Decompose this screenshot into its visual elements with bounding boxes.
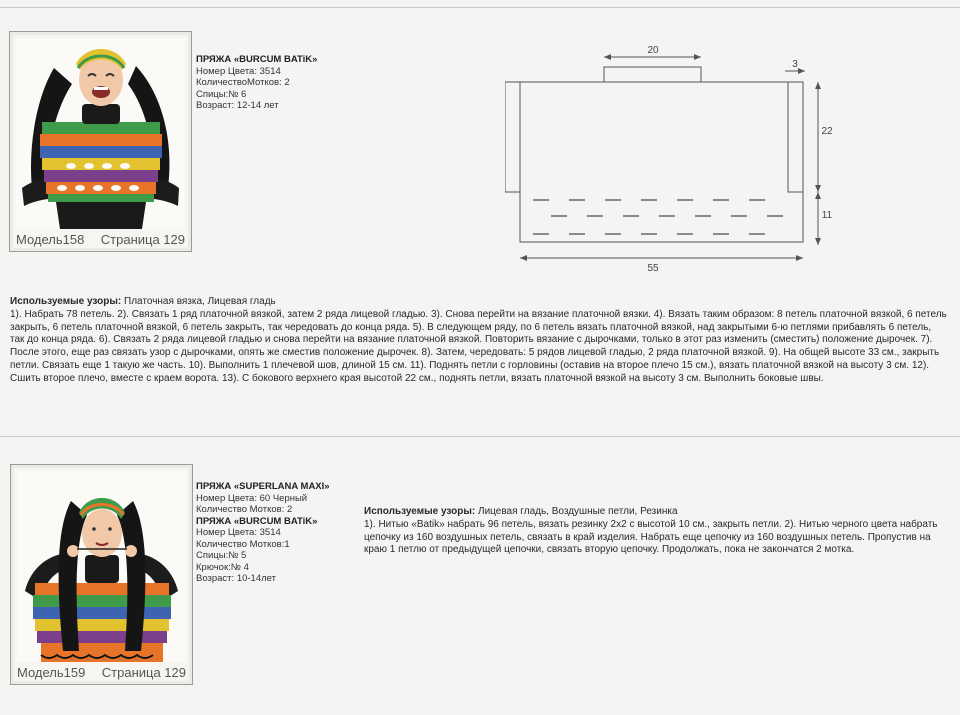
girl-poncho-illustration	[17, 471, 186, 662]
dim-bottom: 55	[647, 263, 659, 274]
model-158-page: Страница 129	[100, 231, 185, 247]
yarn-skeins: КоличествоМотков: 2	[196, 77, 290, 88]
pattern-1-instructions	[10, 296, 948, 386]
model-158-yarn-info	[196, 54, 356, 112]
model-159-photo-card	[10, 464, 193, 685]
hook: Крючок:№ 4	[196, 561, 249, 573]
yarn-title-1: ПРЯЖА «SUPERLANA MAXI»	[196, 481, 330, 492]
dim-small-right: 3	[792, 59, 798, 70]
yarn-1-color: Номер Цвета: 60 Черный	[196, 492, 308, 504]
dim-lower-height: 11	[821, 210, 833, 221]
dim-upper-height: 22	[821, 126, 833, 137]
top-rule	[0, 7, 960, 8]
pattern-2-text: 1). Нитью «Batik» набрать 96 петель, вязать резинку 2x2 с высотой 10 см., закрыть петли. 2). Нитью черного цвета набрать цепочку из 160 воздушных петель, связать в край изделия. Набрать еще цепочку из 160 воздушных петель. Пропустив на краю 1 петлю от предыдущей цепочки, связать вторую цепочку. Продолжать, пока не закончатся 2 мотка.	[364, 518, 938, 556]
pattern-2-label: Используемые узоры:	[364, 506, 476, 517]
pattern-1-stitches: Платочная вязка, Лицевая гладь	[121, 296, 276, 307]
yarn-color: Номер Цвета: 3514	[196, 65, 281, 77]
model-159-page: Страница 129	[101, 664, 186, 680]
yarn-1-skeins: Количество Мотков: 2	[196, 504, 293, 515]
model-159-yarn-info	[196, 481, 366, 585]
girl-sweater-illustration	[16, 38, 185, 229]
pattern-2-instructions	[364, 506, 950, 557]
model-158-caption	[16, 230, 185, 248]
pattern-2-stitches: Лицевая гладь, Воздушные петли, Резинка	[475, 506, 678, 517]
model-159-photo	[17, 471, 186, 662]
model-159-number: Модель159	[17, 664, 86, 680]
yarn-2-skeins: Количество Мотков:1	[196, 538, 290, 550]
model-158-photo	[16, 38, 185, 229]
age: Возраст: 12-14 лет	[196, 100, 279, 111]
yarn-2-color: Номер Цвета: 3514	[196, 527, 281, 538]
pattern-schematic	[505, 40, 835, 275]
section-divider	[0, 436, 960, 437]
model-158-number: Модель158	[16, 231, 85, 247]
dim-top: 20	[647, 45, 659, 56]
yarn-title-2: ПРЯЖА «BURCUM BATiK»	[196, 515, 318, 527]
yarn-title: ПРЯЖА «BURCUM BATiK»	[196, 54, 318, 65]
needles: Спицы:№ 5	[196, 550, 247, 561]
age: Возраст: 10-14лет	[196, 573, 276, 584]
pattern-1-label: Используемые узоры:	[10, 296, 122, 307]
model-159-caption	[17, 663, 186, 681]
pattern-1-text: 1). Набрать 78 петель. 2). Связать 1 ряд платочной вязкой, затем 2 ряда лицевой гладью. 3). Снова перейти на вязание платочной вязки. 4). Вязать таким образом: 8 петель платочной вязкой, 6 петель закрыть, 6 петель платочной вязкой, 6 петель закрыть, так чередовать до конца ряда. 5). В следующем ряду, по 6 петель вязать платочной вязкой, над закрытыми 6-ю петлями прибавлять 6 петель, так до конца ряда. 6). Связать 2 ряда лицевой гладью и снова перейти на вязание платочной вязкой. Повторить вязание с дырочками, только в этот раз изменить (сместить) положение дырочек. 7). После этого, еще раз связать узор с дырочками, опять же сместив положение дырочек. 8). Затем, чередовать: 5 рядов лицевой гладью, 2 ряда платочной вязкой. 9). На общей высоте 33 см., закрыть петли. Связать еще 1 такую же часть. 10). Выполнить 1 плечевой шов, длиной 15 см. 11). Поднять петли с горловины (оставив на второе плечо 15 см.), вязать платочной вязкой на высоту 3 см. 12). Сшить второе плечо, вместе с краем ворота. 13). С бокового верхнего края высотой 22 см., поднять петли, вязать платочной вязкой на высоту 3 см. Выполнить боковые швы.	[10, 308, 947, 384]
hole-rows	[533, 200, 783, 234]
needles: Спицы:№ 6	[196, 88, 247, 100]
model-158-photo-card	[9, 31, 192, 252]
